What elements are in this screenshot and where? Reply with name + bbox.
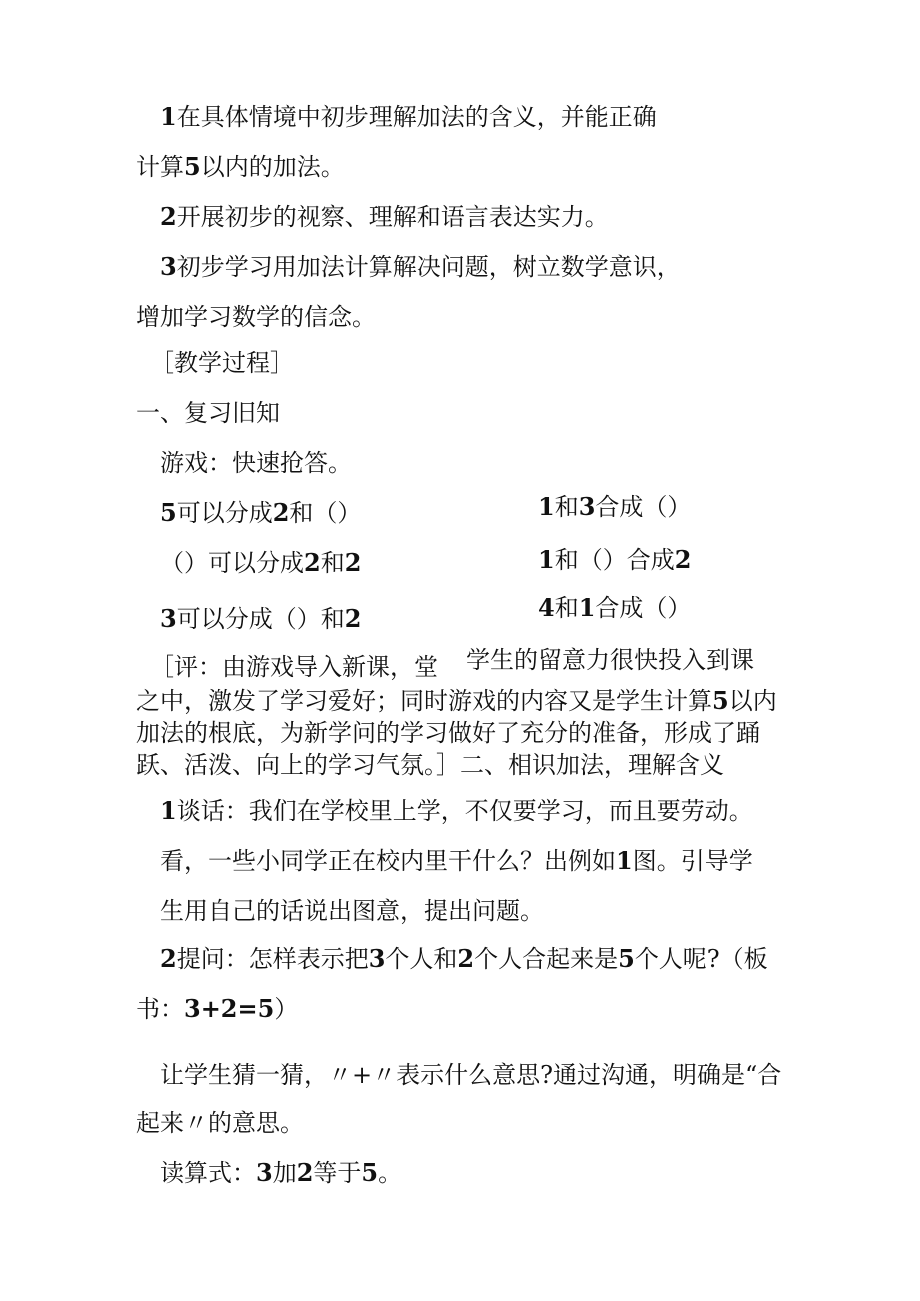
objective-text: 初步学习用加法计算解决问题，树立数学意识，: [176, 253, 681, 281]
section-1-heading: 一、复习旧知: [136, 399, 280, 427]
number: 3: [578, 492, 596, 521]
text-fragment: 和（）: [289, 499, 362, 527]
text-fragment: 合成（）: [595, 493, 692, 521]
text-fragment: 之中，激发了学习爱好；同时游戏的内容又是学生计算: [136, 687, 712, 715]
item-number: 1: [160, 796, 177, 825]
number: 2: [272, 498, 290, 527]
text-fragment: 谈话：我们在学校里上学，不仅要学习，而且要劳动。: [176, 797, 753, 825]
number: 2: [457, 944, 475, 973]
section-2-paragraph-2-line-2: [136, 994, 298, 1024]
number: 5: [712, 686, 729, 715]
text-fragment: 读算式：: [160, 1159, 256, 1187]
number: 2: [344, 604, 362, 633]
text-fragment: 等于: [313, 1159, 362, 1187]
objective-number: 2: [160, 202, 177, 231]
text-fragment: 可以分成（）和: [176, 605, 345, 633]
number: 1: [578, 593, 596, 622]
text-fragment: 个人合起来是: [474, 945, 619, 973]
quiz-item-right-2: [538, 545, 691, 575]
comment-line-2: [136, 686, 777, 716]
number: 5: [160, 498, 177, 527]
comment-line-4: 跃、活泼、向上的学习气氛。］二、相识加法，理解含义: [136, 751, 724, 779]
text-fragment: 个人和: [385, 945, 458, 973]
objective-text: 在具体情境中初步理解加法的含义，并能正确: [176, 103, 657, 131]
text-fragment: 。: [378, 1159, 403, 1187]
objective-1-continued: [136, 152, 345, 182]
game-intro: 游戏：快速抢答。: [160, 449, 352, 477]
objective-3-continued: 增加学习数学的信念。: [136, 303, 376, 331]
number: 1: [538, 545, 555, 574]
number: 5: [618, 944, 635, 973]
formula: 3+2=5: [184, 994, 275, 1023]
quiz-item-left-1: [160, 498, 361, 528]
text-fragment: 以内的加法。: [200, 153, 345, 181]
section-2-paragraph-1: [160, 796, 753, 826]
comment-line-3: 加法的根底，为新学问的学习做好了充分的准备，形成了踊: [136, 719, 760, 747]
process-heading: ［教学过程］: [150, 349, 294, 377]
section-2-paragraph-3-line-2: 起来〃的意思。: [136, 1109, 304, 1137]
text-fragment: 图。引导学: [632, 847, 753, 875]
number: 1: [616, 846, 633, 875]
comment-line-1b: 学生的留意力很快投入到课: [466, 646, 754, 674]
text-fragment: （）可以分成: [160, 549, 304, 577]
item-number: 2: [160, 944, 177, 973]
comment-line-1a: ［评：由游戏导入新课，堂: [150, 653, 438, 681]
number: 3: [160, 604, 177, 633]
number: 5: [361, 1158, 379, 1187]
text-fragment: 个人呢?（板: [634, 945, 768, 973]
section-2-paragraph-4: [160, 1158, 402, 1188]
text-fragment: 加: [272, 1159, 297, 1187]
text-fragment: 看，一些小同学正在校内里干什么？出例如: [160, 847, 616, 875]
text-fragment: 和: [554, 594, 579, 622]
section-2-paragraph-1-line-3: 生用自己的话说出图意，提出问题。: [160, 897, 544, 925]
section-2-paragraph-2: [160, 944, 768, 974]
text-fragment: 书：: [136, 995, 184, 1023]
text-fragment: 以内: [728, 687, 777, 715]
objective-number: 3: [160, 252, 177, 281]
number: 2: [674, 545, 692, 574]
number: 2: [304, 548, 321, 577]
quiz-item-left-3: [160, 604, 361, 634]
number: 4: [538, 593, 555, 622]
text-fragment: ）: [274, 995, 299, 1023]
number: 2: [344, 548, 362, 577]
quiz-item-left-2: [160, 548, 361, 578]
objective-2: [160, 202, 609, 232]
number: 3: [256, 1158, 273, 1187]
objective-3: [160, 252, 681, 282]
text-fragment: 合成（）: [595, 594, 692, 622]
text-fragment: 可以分成: [176, 499, 273, 527]
text-fragment: 和（）合成: [554, 546, 675, 574]
text-fragment: 和: [320, 549, 345, 577]
section-2-paragraph-1-line-2: [160, 846, 753, 876]
text-fragment: 计算: [136, 153, 184, 181]
number: 3: [368, 944, 386, 973]
number: 1: [538, 492, 555, 521]
section-2-paragraph-3: 让学生猜一猜，〃+〃表示什么意思?通过沟通，明确是“合: [160, 1061, 782, 1089]
quiz-item-right-1: [538, 492, 691, 522]
text-fragment: 提问：怎样表示把: [176, 945, 369, 973]
quiz-item-right-3: [538, 593, 691, 623]
objective-text: 开展初步的视察、理解和语言表达实力。: [176, 203, 609, 231]
text-fragment: 和: [554, 493, 579, 521]
objective-1: [160, 102, 657, 132]
number: 5: [184, 152, 201, 181]
objective-number: 1: [160, 102, 177, 131]
number: 2: [296, 1158, 314, 1187]
